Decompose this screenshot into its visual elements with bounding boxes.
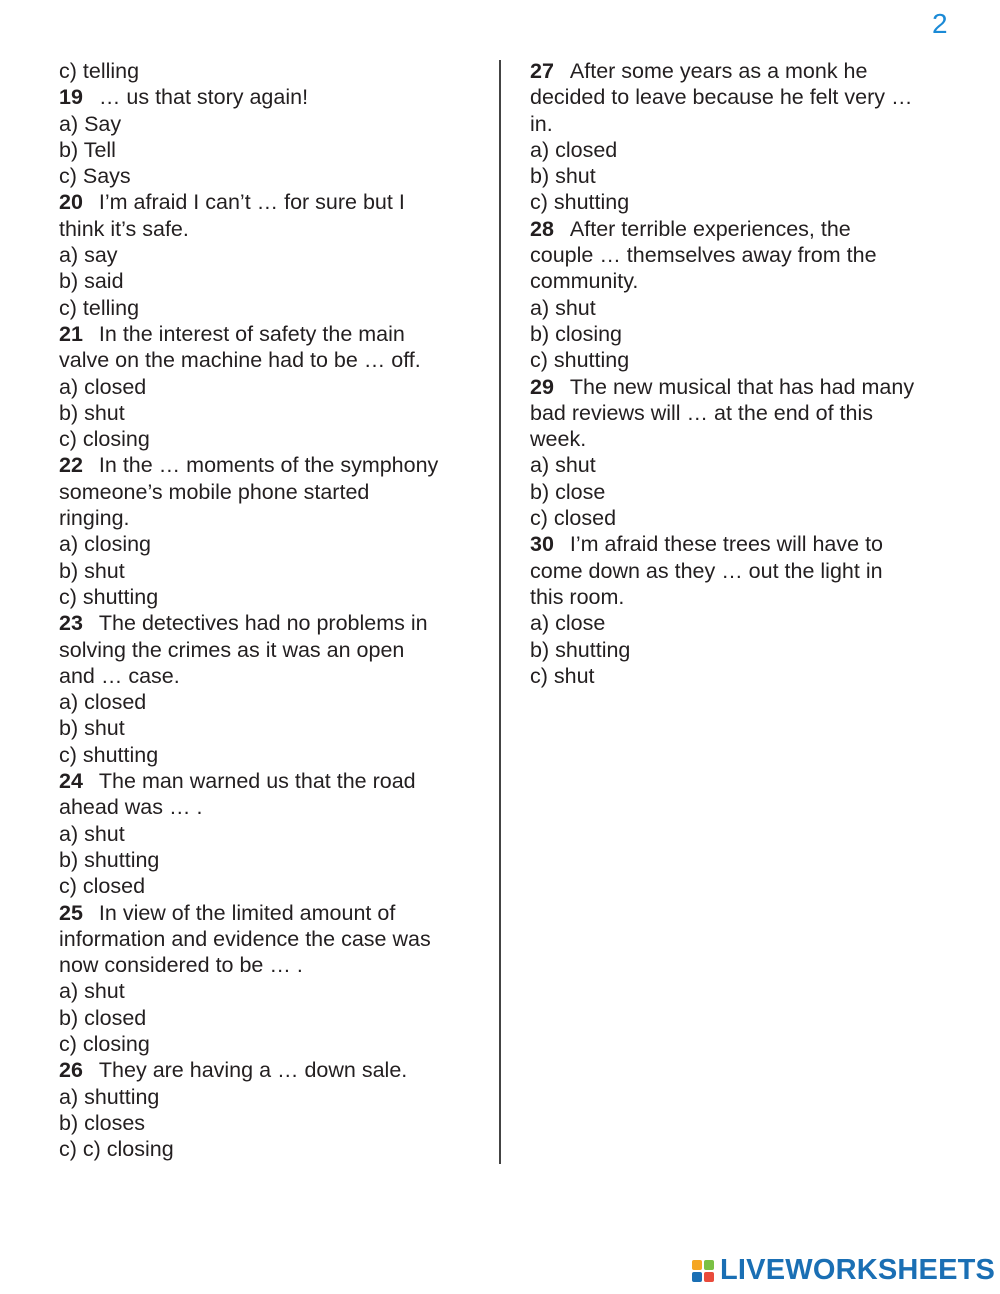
logo-square [704,1260,714,1270]
question-text-line: someone’s mobile phone started [59,479,370,504]
question-20 [59,189,479,242]
answer-option: b) shut [59,558,125,583]
answer-option: c) shutting [59,584,159,609]
answer-option: c) telling [59,295,140,320]
question-number: 29 [530,374,554,399]
answer-option: c) shut [530,663,595,688]
question-24 [59,768,479,821]
question-30 [530,531,950,610]
question-text-line: I’m afraid these trees will have to [569,532,884,557]
question-25 [59,900,479,979]
question-27 [530,58,950,137]
answer-option: a) shut [59,979,125,1004]
question-text-line: In view of the limited amount of [98,900,396,925]
question-text-line: and … case. [59,663,180,688]
right-column [530,58,950,689]
question-text-line: information and evidence the case was [59,926,431,951]
question-text-line: ahead was … . [59,795,203,820]
question-text-line: I’m afraid I can’t … for sure but I [98,190,405,215]
question-text-line: ringing. [59,506,130,531]
answer-option: b) closes [59,1110,146,1135]
question-text-line: The detectives had no problems in [98,611,428,636]
answer-option: a) closed [59,374,147,399]
question-text-line: solving the crimes as it was an open [59,637,405,662]
question-23 [59,610,479,689]
answer-option: c) closing [59,1031,150,1056]
question-text-line: After some years as a monk he [569,59,868,83]
answer-option: b) said [59,269,124,294]
question-text-line: in. [530,111,553,136]
question-number: 24 [59,769,83,794]
question-number: 19 [59,85,83,110]
question-text-line: couple … themselves away from the [530,243,877,268]
answer-option: a) shut [530,453,596,478]
answer-option: a) closed [530,137,618,162]
question-text-line: The new musical that has had many [569,374,915,399]
question-21 [59,321,479,374]
logo-square [692,1272,702,1282]
answer-option: b) shutting [530,637,631,662]
answer-option: c) shutting [530,348,630,373]
answer-option: c) Says [59,164,131,189]
left-column [59,58,479,1162]
answer-option: b) closing [530,321,623,346]
question-text-line: community. [530,269,639,294]
answer-option: b) shut [59,400,125,425]
answer-option: b) shutting [59,847,160,872]
answer-option: a) shutting [59,1084,160,1109]
question-text-line: They are having a … down sale. [98,1058,408,1083]
question-text-line: think it’s safe. [59,216,189,241]
answer-option: b) close [530,479,606,504]
answer-option: c) shutting [530,190,630,215]
logo-squares-icon [692,1260,714,1282]
column-divider [499,60,501,1164]
answer-option: a) shut [59,821,125,846]
question-number: 27 [530,59,554,83]
question-text-line: week. [530,427,587,452]
answer-option: c) closed [530,506,617,531]
question-22 [59,452,479,531]
question-26 [59,1057,479,1083]
answer-option: a) Say [59,111,122,136]
page-number: 2 [932,8,948,39]
liveworksheets-logo [692,1254,995,1287]
question-text-line: In the … moments of the symphony [98,453,439,478]
question-number: 25 [59,900,83,925]
answer-option: a) say [59,243,118,268]
question-text-line: valve on the machine had to be … off. [59,348,421,373]
answer-option: c) shutting [59,742,159,767]
question-number: 30 [530,532,554,557]
answer-option: b) Tell [59,137,116,162]
logo-text: LIVEWORKSHEETS [720,1254,996,1286]
question-text-line: now considered to be … . [59,953,303,978]
answer-option: c) closed [59,874,146,899]
question-19 [59,84,479,110]
answer-option: b) closed [59,1005,147,1030]
answer-option: a) close [530,611,606,636]
answer-option: a) closed [59,690,147,715]
logo-square [704,1272,714,1282]
question-text-line: this room. [530,584,625,609]
question-number: 28 [530,216,554,241]
question-number: 26 [59,1058,83,1083]
question-text-line: The man warned us that the road [98,769,416,794]
question-29 [530,374,950,453]
logo-square [692,1260,702,1270]
question-text-line: In the interest of safety the main [98,321,405,346]
question-number: 23 [59,611,83,636]
answer-option: b) shut [530,164,596,189]
question-28 [530,216,950,295]
question-text-line: bad reviews will … at the end of this [530,400,873,425]
answer-option: a) closing [59,532,152,557]
answer-option: c) telling [59,59,140,83]
question-number: 20 [59,190,83,215]
answer-option: c) c) closing [59,1137,174,1162]
question-number: 22 [59,453,83,478]
answer-option: c) closing [59,427,150,452]
question-text-line: … us that story again! [98,85,309,110]
answer-option: b) shut [59,716,125,741]
question-text-line: After terrible experiences, the [569,216,851,241]
question-text-line: decided to leave because he felt very … [530,85,913,110]
question-text-line: come down as they … out the light in [530,558,883,583]
question-number: 21 [59,321,83,346]
answer-option: a) shut [530,295,596,320]
